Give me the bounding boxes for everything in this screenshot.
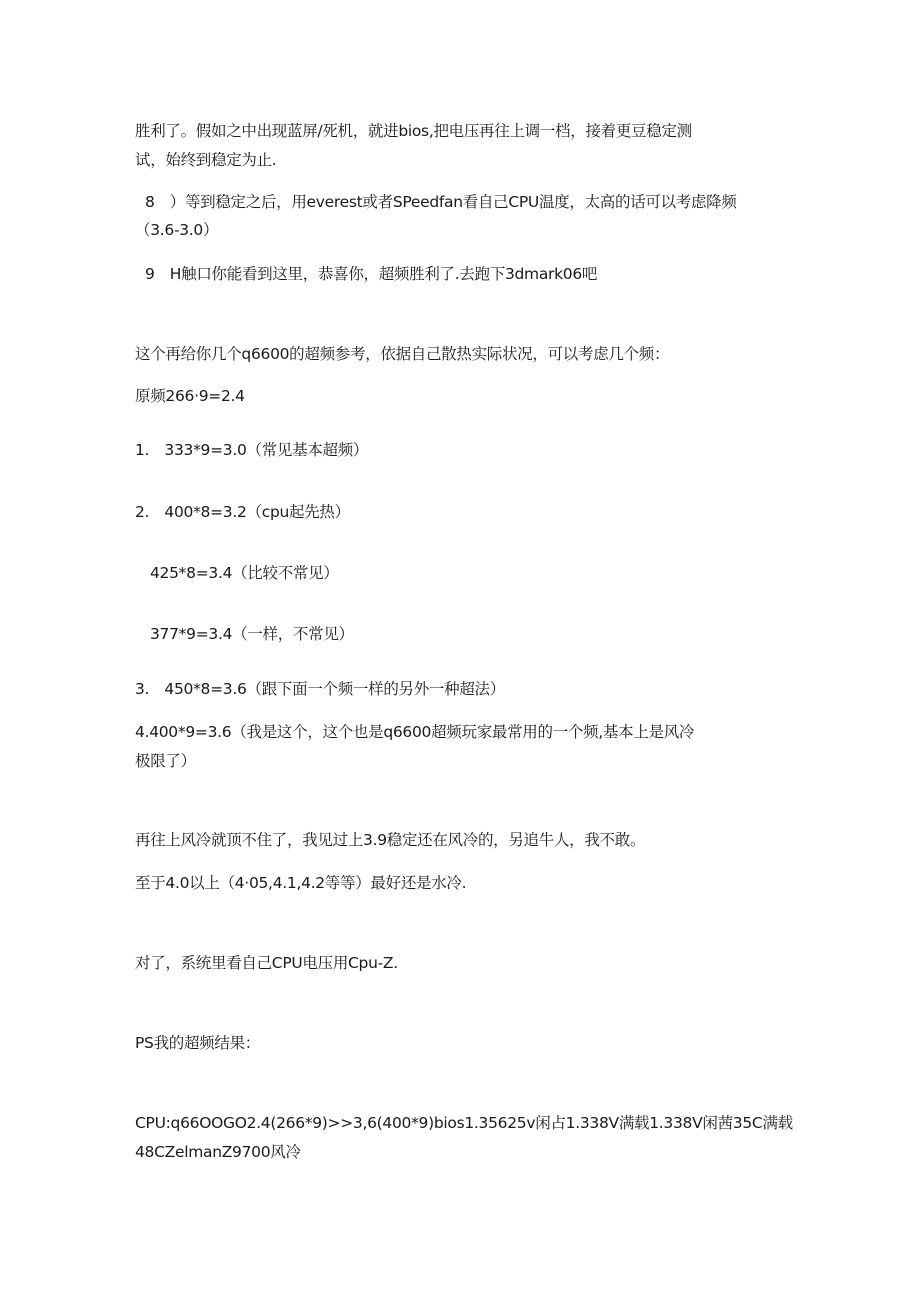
- list-item-line: 4.400*9=3.6（我是这个，这个也是q6600超频玩家最常用的一个频,基本上是风冷: [135, 723, 695, 741]
- paragraph-line: 对了，系统里看自己CPU电压用Cpu-Z.: [135, 954, 398, 972]
- list-item-line: 425*8=3.4（比较不常见）: [150, 564, 339, 582]
- list-item-line: 8 ）等到稳定之后，用everest或者SPeedfan看自己CPU温度，太高的话可以考虑降频: [145, 193, 737, 211]
- paragraph-line: 胜利了。假如之中出现蓝屏/死机，就进bios,把电压再往上调一档，接着更豆稳定测: [135, 122, 692, 140]
- paragraph-line: 这个再给你几个q6600的超频参考，依据自己散热实际状况，可以考虑几个频：: [135, 345, 670, 363]
- paragraph-line: 试，始终到稳定为止.: [135, 151, 277, 169]
- list-item-line: 9 H触口你能看到这里，恭喜你，超频胜利了.去跑下3dmark06吧: [145, 265, 598, 283]
- list-item-line: 2. 400*8=3.2（cpu起先热）: [135, 503, 350, 521]
- list-item-line: 3. 450*8=3.6（跟下面一个频一样的另外一种超法）: [135, 680, 505, 698]
- paragraph-line: 原频266·9=2.4: [135, 387, 245, 405]
- paragraph-line: CPU:q66OOGO2.4(266*9)>>3,6(400*9)bios1.35625v闲占1.338V满载1.338V闲茜35C满载: [135, 1114, 793, 1132]
- list-item-line: （3.6-3.0）: [135, 221, 219, 239]
- paragraph-line: 再往上风冷就顶不住了，我见过上3.9稳定还在风冷的，另追牛人，我不敢。: [135, 831, 646, 849]
- list-item-line: 1. 333*9=3.0（常见基本超频）: [135, 441, 369, 459]
- paragraph-line: 至于4.0以上（4·05,4.1,4.2等等）最好还是水冷.: [135, 874, 467, 892]
- list-item-line: 377*9=3.4（一样，不常见）: [150, 625, 354, 643]
- paragraph-line: PS我的超频结果：: [135, 1034, 260, 1052]
- paragraph-line: 48CZelmanZ9700风冷: [135, 1143, 301, 1161]
- list-item-line: 极限了）: [135, 752, 196, 770]
